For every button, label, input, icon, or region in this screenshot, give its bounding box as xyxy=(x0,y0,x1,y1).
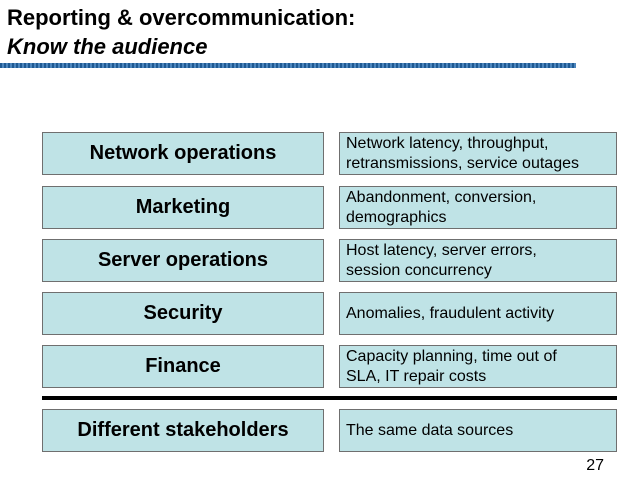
page-number: 27 xyxy=(586,457,604,474)
audience-box-marketing xyxy=(42,186,324,229)
audience-label: Different stakeholders xyxy=(77,419,289,441)
summary-divider xyxy=(42,396,617,400)
metrics-box-security xyxy=(339,292,617,335)
metrics-text: Anomalies, fraudulent activity xyxy=(346,304,555,322)
audience-box-network-operations xyxy=(42,132,324,175)
metrics-text: Network latency, throughput, retransmissions, service outages xyxy=(346,134,579,172)
audience-box-security xyxy=(42,292,324,335)
slide-title: Reporting & overcommunication: xyxy=(7,5,356,30)
metrics-text: The same data sources xyxy=(346,421,514,439)
metrics-box-data-sources xyxy=(339,409,617,452)
metrics-box-marketing xyxy=(339,186,617,229)
audience-label: Marketing xyxy=(135,196,231,218)
metrics-box-server-operations xyxy=(339,239,617,282)
title-underline xyxy=(0,63,576,68)
audience-box-stakeholders xyxy=(42,409,324,452)
audience-box-server-operations xyxy=(42,239,324,282)
audience-label: Network operations xyxy=(89,142,277,164)
slide-subtitle: Know the audience xyxy=(7,34,208,59)
metrics-text: Abandonment, conversion, demographics xyxy=(346,188,537,226)
audience-label: Server operations xyxy=(97,249,269,271)
audience-box-finance xyxy=(42,345,324,388)
metrics-box-network-operations xyxy=(339,132,617,175)
audience-label: Security xyxy=(143,302,223,324)
metrics-text: Host latency, server errors, session concurrency xyxy=(346,241,537,279)
metrics-text: Capacity planning, time out of SLA, IT repair costs xyxy=(346,347,557,385)
metrics-box-finance xyxy=(339,345,617,388)
audience-label: Finance xyxy=(145,355,221,377)
